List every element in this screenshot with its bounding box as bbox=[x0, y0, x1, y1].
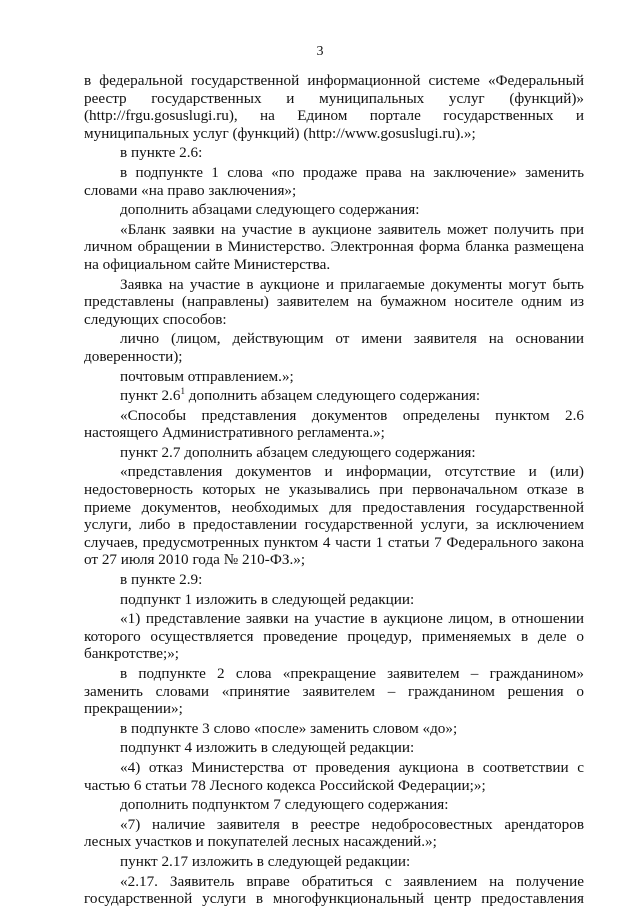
paragraph: подпункт 4 изложить в следующей редакции: bbox=[120, 739, 415, 757]
paragraph: «1) представление заявки на участие в аукционе лицом, в отношении которого осуществляется проведение процедур, применяемых в деле о банкротстве;»; bbox=[84, 610, 584, 663]
paragraph: пункт 2.7 дополнить абзацем следующего содержания: bbox=[120, 443, 476, 461]
paragraph: «Способы представления документов определены пунктом 2.6 настоящего Административного регламента.»; bbox=[84, 406, 584, 442]
paragraph: «2.17. Заявитель вправе обратиться с заявлением на получение государственной услуги в многофункциональный центр предоставления bbox=[84, 872, 584, 908]
paragraph bbox=[84, 387, 584, 405]
paragraph: пункт 2.17 изложить в следующей редакции: bbox=[120, 852, 411, 870]
paragraph: «7) наличие заявителя в реестре недобросовестных арендаторов лесных участков и покупателей лесных насаждений.»; bbox=[84, 815, 584, 851]
paragraph: дополнить абзацами следующего содержания: bbox=[120, 201, 420, 219]
paragraph: в федеральной государственной информационной системе «Федеральный реестр государственных и муниципальных услуг (функций)» (http://frgu.gosuslugi.ru), на Едином портале государственных и муниципальных услуг (функций) (http://www.gosuslugi.ru).»; bbox=[84, 72, 584, 142]
paragraph: в подпункте 3 слово «после» заменить словом «до»; bbox=[120, 719, 458, 737]
paragraph: «Бланк заявки на участие в аукционе заявитель может получить при личном обращении в Министерство. Электронная форма бланка размещена на официальном сайте Министерства. bbox=[84, 220, 584, 273]
paragraph: дополнить подпунктом 7 следующего содержания: bbox=[120, 796, 449, 814]
document-body bbox=[84, 72, 584, 910]
paragraph-head: пункт 2.6 bbox=[120, 387, 181, 405]
paragraph: в пункте 2.6: bbox=[120, 144, 203, 162]
page-number: 3 bbox=[316, 44, 324, 59]
paragraph-tail: дополнить абзацем следующего содержания: bbox=[184, 387, 481, 405]
paragraph: Заявка на участие в аукционе и прилагаемые документы могут быть представлены (направлены) заявителем на бумажном носителе одним из следующих способов: bbox=[84, 275, 584, 328]
paragraph: в подпункте 1 слова «по продаже права на заключение» заменить словами «на право заключения»; bbox=[84, 163, 584, 199]
paragraph: подпункт 1 изложить в следующей редакции: bbox=[120, 590, 415, 608]
paragraph: в подпункте 2 слова «прекращение заявителем – гражданином» заменить словами «принятие заявителем – гражданином решения о прекращении»; bbox=[84, 665, 584, 718]
paragraph: лично (лицом, действующим от имени заявителя на основании доверенности); bbox=[84, 330, 584, 365]
paragraph: в пункте 2.9: bbox=[120, 571, 203, 589]
paragraph: «представления документов и информации, отсутствие и (или) недостоверность которых не указывались при первоначальном отказе в приеме документов, необходимых для предоставления государственной услуги, либо в предоставлении государственной услуги, за исключением случаев, предусмотренных пунктом 4 части 1 статьи 7 Федерального закона от 27 июля 2010 года № 210-ФЗ.»; bbox=[84, 463, 584, 569]
paragraph: «4) отказ Министерства от проведения аукциона в соответствии с частью 6 статьи 78 Лесного кодекса Российской Федерации;»; bbox=[84, 758, 584, 794]
superscript: 1 bbox=[180, 386, 185, 397]
paragraph: почтовым отправлением.»; bbox=[120, 367, 294, 385]
